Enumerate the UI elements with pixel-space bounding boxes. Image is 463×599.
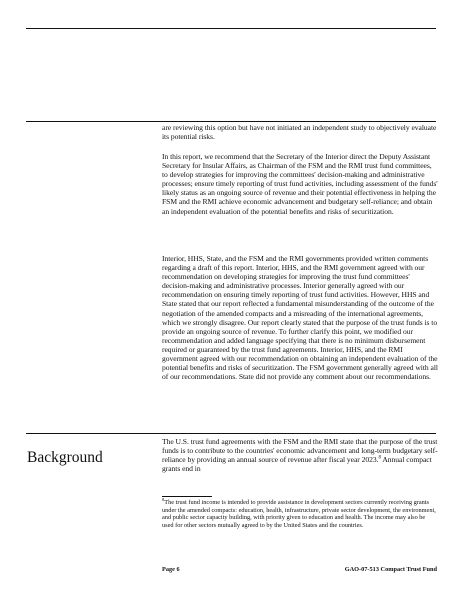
background-text-tail: Annual compact grants end in <box>162 455 432 474</box>
footnote-reference[interactable]: 8 <box>378 455 381 461</box>
paragraph-text: Interior, HHS, State, and the FSM and the RMI governments provided written comments regarding a draft of this report. Interior, HHS, and the RMI government agreed with our recommendation on developing strategies for improving the trust fund committees' decision-making and administrative processes. Interior generally agreed with our recommendation on ensuring timely reporting of trust fund activities. However, HHS and State stated that our report reflected a fundamental misunderstanding of the outcome of the negotiation of the amended compacts and a misreading of the international agreements, which we strongly disagree. Our report clearly stated that the purpose of the trust funds is to provide an ongoing source of revenue. To further clarify this point, we modified our recommendation and added language specifying that there is no minimum disbursement required or guaranteed by the trust fund agreements. Interior, HHS, and the RMI government agreed with our recommendation on obtaining an independent evaluation of the potential benefits and risks of securitization. The FSM government generally agreed with all of our recommendations. State did not provide any comment about our recommendations. <box>162 254 438 382</box>
footnote <box>162 496 438 529</box>
body-paragraph-2 <box>162 152 438 216</box>
background-paragraph <box>162 437 438 473</box>
paragraph-text <box>162 437 438 473</box>
footnote-marker: 8 <box>162 496 165 502</box>
section-heading: Background <box>27 448 103 466</box>
page-number: Page 6 <box>162 566 180 573</box>
background-text: The U.S. trust fund agreements with the FSM and the RMI state that the purpose of the trust funds is to contribute to the countries' economic advancement and long-term budgetary self-reliance by providing an annual source of revenue after fiscal year 2023. <box>162 437 438 465</box>
body-top-rule <box>26 121 436 122</box>
footnote-text: The trust fund income is intended to provide assistance in development sectors currently receiving grants under the amended compacts: education, health, infrastructure, private sector development, the environment, and public sector capacity building, with priority given to education and health. The income may also be used for other sectors mutually agreed to by the United States and the countries. <box>162 499 436 529</box>
body-paragraph-3 <box>162 254 438 381</box>
paragraph-text: In this report, we recommend that the Secretary of the Interior direct the Deputy Assistant Secretary for Insular Affairs, as Chairman of the FSM and the RMI trust fund committees, to develop strategies for improving the committees' decision-making and administrative processes; ensure timely reporting of trust fund activities, including assessment of the funds' likely status as an ongoing source of revenue and their potential effectiveness in helping the FSM and the RMI achieve economic advancement and budgetary self-reliance; and obtain an independent evaluation of the potential benefits and risks of securitization. <box>162 152 438 216</box>
body-paragraph-1 <box>162 123 438 141</box>
report-id: GAO-07-513 Compact Trust Fund <box>344 566 437 573</box>
top-rule <box>26 28 436 29</box>
footnote-rule <box>162 496 212 497</box>
section-rule <box>26 433 436 434</box>
paragraph-text: are reviewing this option but have not initiated an independent study to objectively evaluate its potential risks. <box>162 123 437 142</box>
